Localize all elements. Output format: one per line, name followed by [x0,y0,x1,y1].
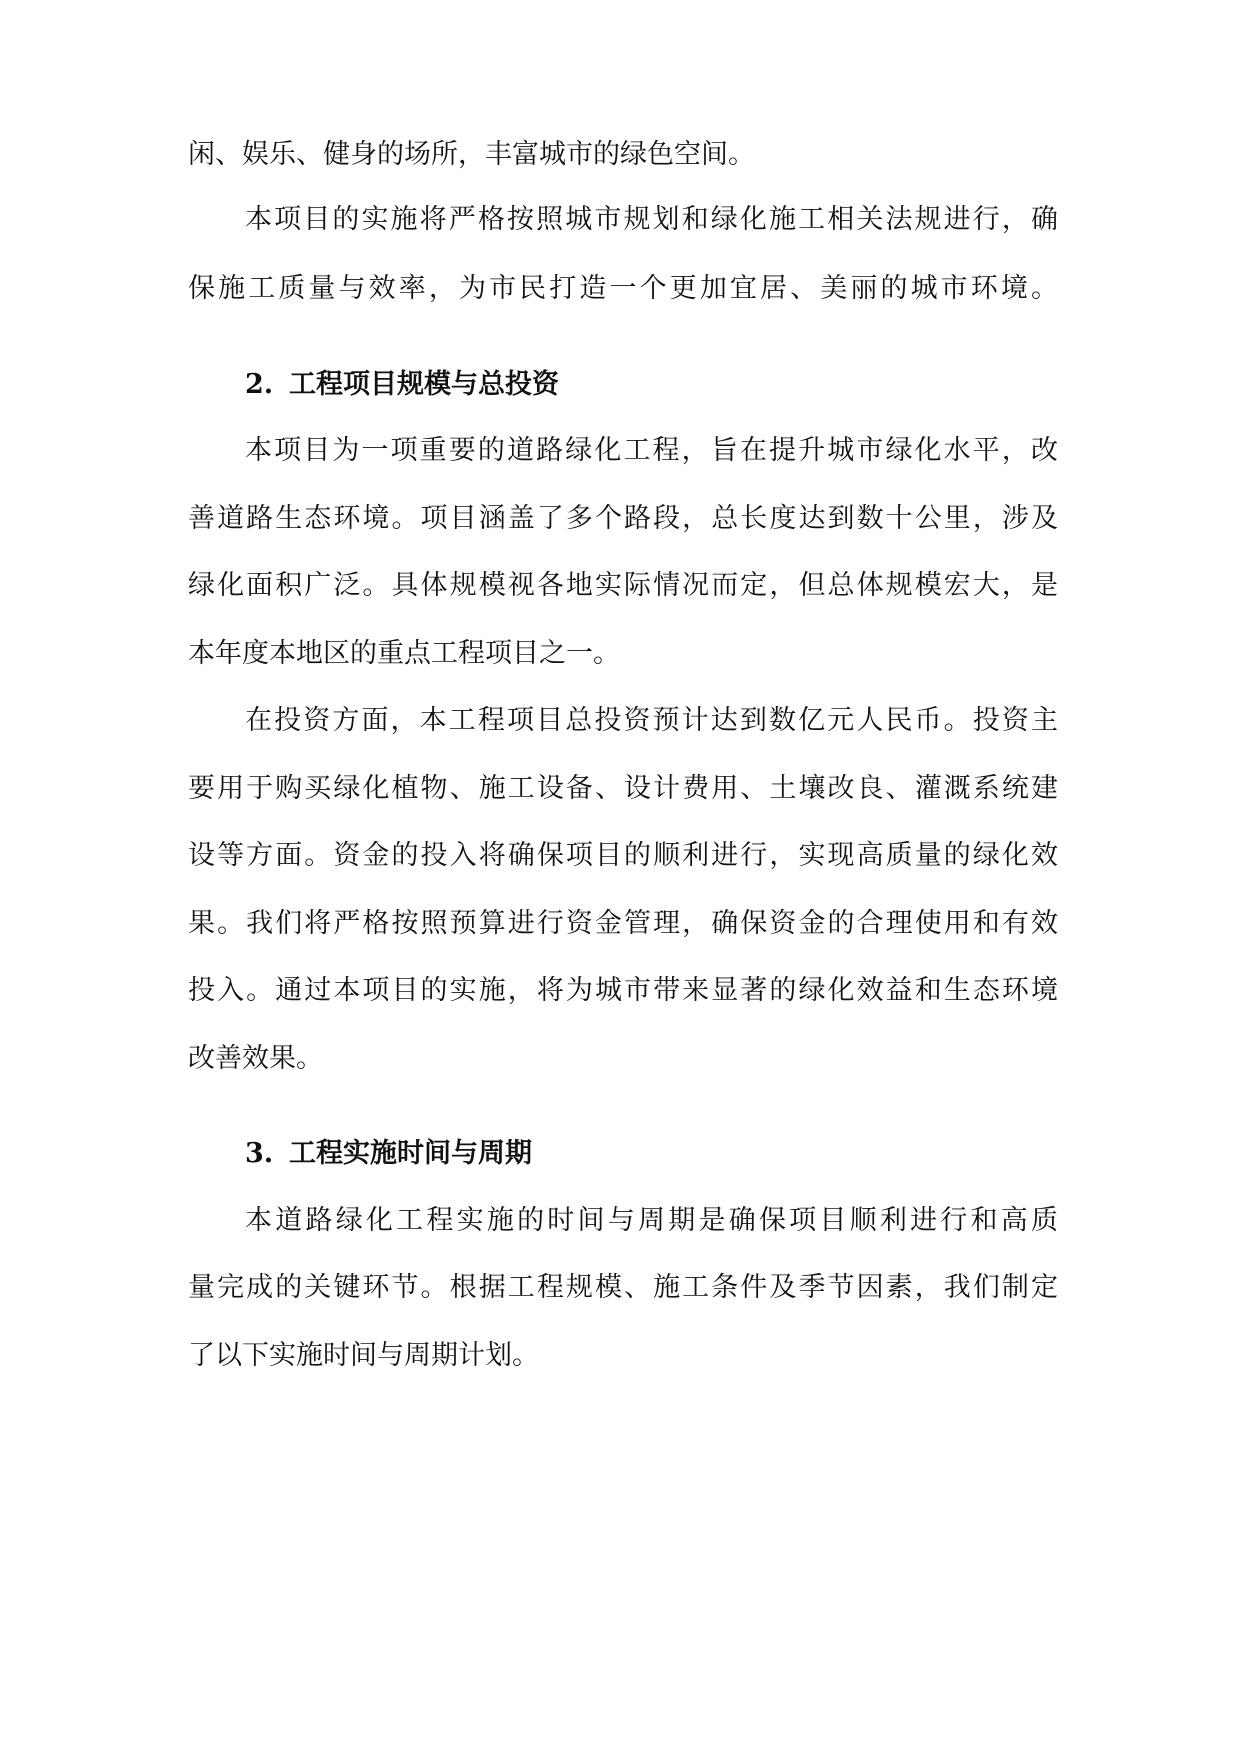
section-title: 工程实施时间与周期 [289,1138,532,1169]
paragraph-line: 投入。通过本项目的实施，将为城市带来显著的绿化效益和生态环境 [188,975,1058,1006]
paragraph-line: 闲、娱乐、健身的场所，丰富城市的绿色空间。 [188,139,755,170]
paragraph-line: 要用于购买绿化植物、施工设备、设计费用、土壤改良、灌溉系统建 [188,773,1058,804]
paragraph-line: 本道路绿化工程实施的时间与周期是确保项目顺利进行和高质 [245,1205,1058,1236]
section-number: 2. [245,369,274,400]
paragraph-line: 本年度本地区的重点工程项目之一。 [188,638,620,669]
paragraph-line: 本项目为一项重要的道路绿化工程，旨在提升城市绿化水平，改 [245,435,1058,466]
paragraph-line: 改善效果。 [188,1043,323,1074]
section-heading-3 [245,1134,532,1174]
paragraph-line: 设等方面。资金的投入将确保项目的顺利进行，实现高质量的绿化效 [188,840,1058,871]
paragraph-line: 善道路生态环境。项目涵盖了多个路段，总长度达到数十公里，涉及 [188,503,1058,534]
paragraph-line: 保施工质量与效率，为市民打造一个更加宜居、美丽的城市环境。 [188,273,1058,304]
paragraph-line: 本项目的实施将严格按照城市规划和绿化施工相关法规进行，确 [245,204,1058,235]
section-number: 3. [245,1138,274,1169]
paragraph-line: 了以下实施时间与周期计划。 [188,1340,539,1371]
paragraph-line: 果。我们将严格按照预算进行资金管理，确保资金的合理使用和有效 [188,908,1058,939]
section-heading-2 [245,365,559,405]
paragraph-line: 量完成的关键环节。根据工程规模、施工条件及季节因素，我们制定 [188,1272,1058,1303]
paragraph-line: 绿化面积广泛。具体规模视各地实际情况而定，但总体规模宏大，是 [188,570,1058,601]
paragraph-line: 在投资方面，本工程项目总投资预计达到数亿元人民币。投资主 [245,705,1058,736]
section-title: 工程项目规模与总投资 [289,369,559,400]
